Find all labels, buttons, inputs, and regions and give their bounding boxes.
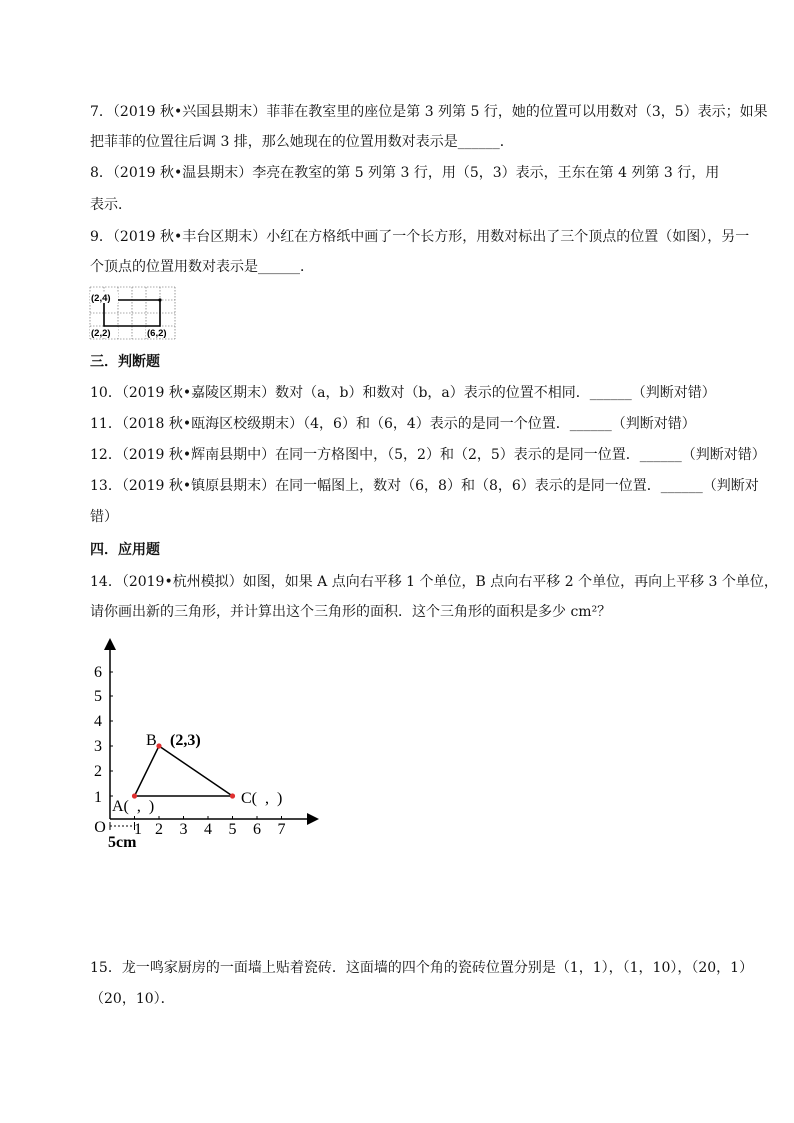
x-tick-label: 2 (155, 821, 163, 838)
triangle-coordinate-figure (86, 636, 326, 858)
question-13-line-2: 错） (90, 509, 118, 525)
vertex-label-top-left: (2,4) (91, 293, 111, 304)
point-C (230, 793, 235, 798)
question-12: 12．（2019 秋•辉南县期中）在同一方格图中，（5，2）和（2，5）表示的是同一位置．______（判断对错） (90, 447, 766, 463)
unit-length-label: 5cm (108, 834, 137, 851)
y-tick-label: 2 (94, 763, 102, 780)
question-9-line-1: 9．（2019 秋•丰台区期末）小红在方格纸中画了一个长方形，用数对标出了三个顶点的位置（如图），另一 (90, 229, 750, 245)
y-tick-labels (94, 664, 102, 806)
x-tick-label: 4 (204, 821, 212, 838)
section-4-heading: 四．应用题 (90, 542, 160, 558)
point-C-label: C( , ) (241, 790, 283, 807)
x-tick-label: 1 (134, 821, 142, 838)
y-tick-label: 6 (94, 664, 102, 681)
point-B (156, 743, 161, 748)
x-tick-labels (134, 821, 286, 838)
question-15-line-1: 15．龙一鸣家厨房的一面墙上贴着瓷砖．这面墙的四个角的瓷砖位置分别是（1，1），（1，10），（20，1） (90, 960, 754, 976)
question-15-line-2: （20，10）． (90, 991, 175, 1007)
question-7-line-1: 7．（2019 秋•兴国县期末）菲菲在教室里的座位是第 3 列第 5 行，她的位置可以用数对（3，5）表示；如果 (90, 104, 768, 120)
x-tick-label: 7 (277, 821, 286, 838)
point-B-label: B (146, 732, 157, 749)
origin-label: O (94, 819, 106, 836)
y-tick-label: 5 (94, 688, 102, 705)
vertex-label-bottom-left: (2,2) (91, 328, 111, 339)
question-9-line-2: 个顶点的位置用数对表示是______． (90, 259, 314, 275)
x-tick-label: 3 (179, 821, 188, 838)
unknown-vertex-dot (158, 298, 161, 301)
question-13-line-1: 13．（2019 秋•镇原县期末）在同一幅图上，数对（6，8）和（8，6）表示的是同一位置．______（判断对 (90, 478, 759, 494)
unit-length-marker (110, 822, 135, 830)
y-tick-label: 4 (94, 713, 102, 730)
question-11: 11．（2018 秋•瓯海区校级期末）（4，6）和（6，4）表示的是同一个位置．______（判断对错） (90, 416, 696, 432)
y-tick-label: 1 (94, 789, 102, 806)
triangle-ABC (135, 746, 233, 796)
x-tick-label: 6 (253, 821, 261, 838)
question-7-line-2: 把菲菲的位置往后调 3 排，那么她现在的位置用数对表示是______． (90, 134, 514, 150)
point-A-label: A( , ) (112, 798, 155, 815)
question-10: 10．（2019 秋•嘉陵区期末）数对（a，b）和数对（b，a）表示的位置不相同．______（判断对错） (90, 385, 716, 401)
question-8-line-2: 表示． (90, 197, 132, 213)
point-B-coordinates: (2,3) (170, 732, 201, 749)
question-14-line-1: 14．（2019•杭州模拟）如图，如果 A 点向右平移 1 个单位，B 点向右平移 2 个单位，再向上平移 3 个单位， (90, 574, 778, 590)
x-tick-label: 5 (228, 821, 237, 838)
y-tick-label: 3 (94, 738, 102, 755)
rectangle-grid-figure (89, 286, 177, 341)
section-3-heading: 三．判断题 (90, 354, 160, 370)
question-14-line-2: 请你画出新的三角形，并计算出这个三角形的面积．这个三角形的面积是多少 cm²？ (90, 604, 612, 620)
vertex-label-bottom-right: (6,2) (147, 328, 167, 339)
question-8-line-1: 8．（2019 秋•温县期末）李亮在教室的第 5 列第 3 行，用（5，3）表示，王东在第 4 列第 3 行，用 (90, 165, 720, 181)
